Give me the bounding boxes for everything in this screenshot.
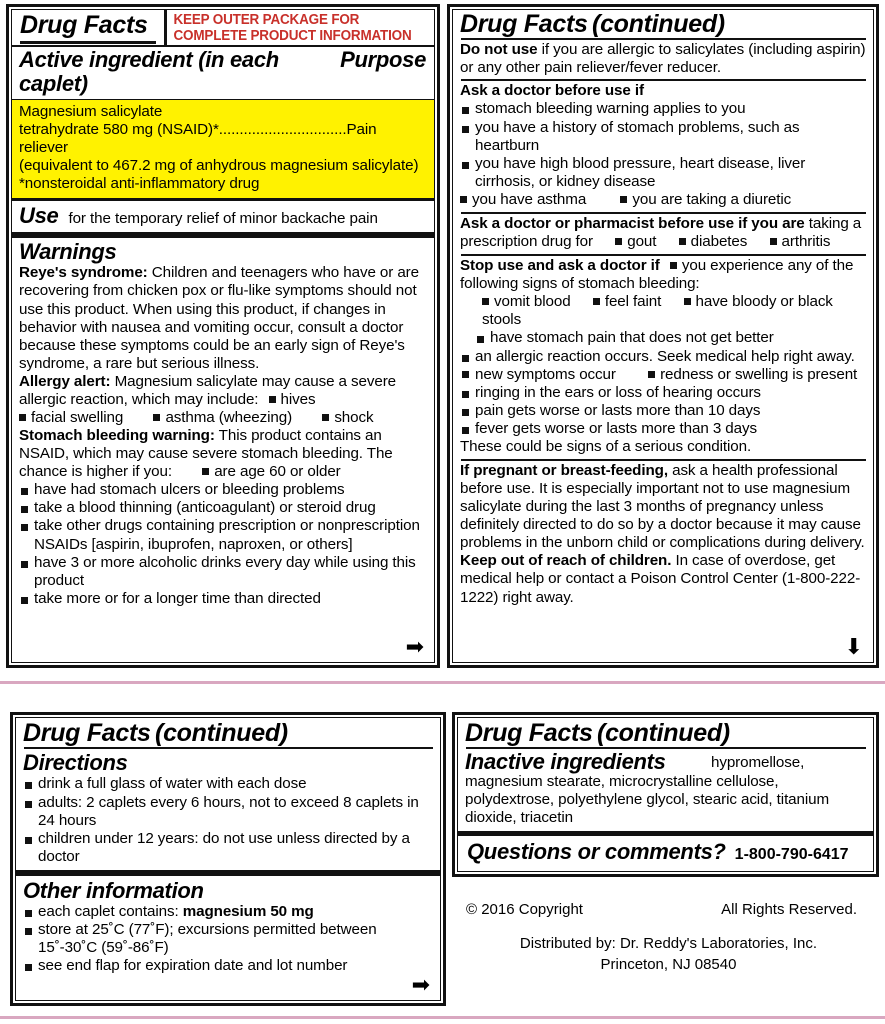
allergy-text: Magnesium salicylate may cause a severe allergic reaction, which may include:	[19, 372, 396, 408]
list-item: store at 25˚C (77˚F); excursions permitted between 15˚-30˚C (59˚-86˚F)	[23, 921, 434, 957]
bullet-square-icon	[593, 298, 600, 305]
allergy-item-0: facial swelling	[31, 409, 124, 427]
questions-heading: Questions or comments?	[467, 838, 726, 864]
reye-syndrome-warning	[19, 264, 428, 372]
caplet-contains-prefix: each caplet contains:	[38, 903, 179, 921]
bullet-square-icon	[19, 414, 26, 421]
list-item: you have a history of stomach problems, such as heartburn	[460, 119, 867, 155]
bullet-square-icon	[202, 468, 209, 475]
ask-doctor-inline-b: you are taking a diuretic	[632, 190, 792, 208]
list-item: see end flap for expiration date and lot number	[23, 957, 434, 975]
bullet-square-icon	[615, 238, 622, 245]
list-item: take more or for a longer time than directed	[19, 590, 428, 608]
list-item: drink a full glass of water with each dose	[23, 775, 434, 793]
stomach-bleeding-warning	[19, 427, 428, 481]
warnings-section	[12, 238, 434, 662]
bullet-square-icon	[670, 262, 677, 269]
bullet-square-icon	[460, 196, 467, 203]
ask-doctor-heading-text: Ask a doctor before use if	[460, 82, 644, 100]
stop-use-list-b	[460, 384, 867, 438]
use-heading: Use	[19, 203, 59, 229]
reye-label: Reye's syndrome:	[19, 264, 148, 282]
continue-right-arrow-icon: ➡	[405, 635, 424, 660]
active-ingredient-footnote: *nonsteroidal anti-inflammatory drug	[19, 174, 260, 192]
pregnant-text: ask a health professional before use. It is especially important not to use magnesium salicylate during the last 3 months of pregnancy unless definitely directed to do so by a doctor because it may cause problems in the unborn child or complications during delivery.	[460, 461, 865, 552]
distributor-line-1: Distributed by: Dr. Reddy's Laboratories, Inc.	[519, 935, 818, 953]
directions-list	[23, 775, 434, 865]
allergy-symptom-row	[19, 409, 428, 427]
stop-use-sub-1: feel faint	[604, 293, 662, 311]
active-ingredient-line-3: (equivalent to 467.2 mg of anhydrous magnesium salicylate)	[19, 156, 419, 174]
stop-use-section	[453, 256, 873, 458]
questions-or-comments-section	[458, 836, 873, 871]
list-item: take a blood thinning (anticoagulant) or steroid drug	[19, 499, 428, 517]
rights-reserved-text: All Rights Reserved.	[721, 901, 857, 918]
active-ingredient-line-2: tetrahydrate 580 mg (NSAID)*...............................Pain reliever	[19, 120, 377, 156]
stomach-label: Stomach bleeding warning:	[19, 427, 215, 445]
bullet-square-icon	[153, 414, 160, 421]
continued-label: (continued)	[597, 719, 730, 747]
bottom-separator-line	[0, 1016, 885, 1019]
do-not-use-text: if you are allergic to salicylates (including aspirin) or any other pain reliever/fever reducer.	[460, 41, 866, 77]
bullet-square-icon	[679, 238, 686, 245]
allergy-item-1: asthma (wheezing)	[165, 409, 293, 427]
use-text: for the temporary relief of minor backache pain	[68, 210, 378, 228]
allergy-label: Allergy alert:	[19, 372, 111, 390]
active-ingredient-line-1: Magnesium salicylate	[19, 102, 163, 120]
list-item: have stomach pain that does not get better	[460, 329, 867, 347]
copyright-line	[452, 900, 879, 920]
drug-facts-header	[12, 10, 434, 47]
use-section	[12, 201, 434, 232]
copyright-distributor-block	[452, 900, 879, 975]
bullet-square-icon	[648, 371, 655, 378]
drug-facts-continued-header-br	[458, 718, 873, 747]
continue-down-arrow-icon: ⬇	[844, 635, 863, 660]
stop-use-list-a	[460, 348, 867, 366]
ask-pharmacist-item-1: diabetes	[690, 233, 748, 251]
list-item: have had stomach ulcers or bleeding problems	[19, 481, 428, 499]
ask-doctor-inline-row	[460, 191, 867, 209]
list-item: fever gets worse or lasts more than 3 days	[460, 420, 867, 438]
panel-inner-top-left	[11, 9, 435, 663]
list-item: adults: 2 caplets every 6 hours, not to exceed 8 caplets in 24 hours	[23, 794, 434, 830]
list-item	[23, 903, 434, 921]
continued-label: (continued)	[592, 10, 725, 38]
stomach-item-inline: are age 60 or older	[214, 463, 341, 481]
stop-use-inline-b: redness or swelling is present	[660, 365, 858, 383]
active-ingredient-heading: Active ingredient (in each caplet)	[19, 47, 279, 97]
bullet-square-icon	[462, 371, 469, 378]
page-title: Drug Facts	[465, 719, 593, 747]
warnings-heading: Warnings	[19, 239, 117, 265]
active-ingredient-content	[12, 100, 434, 201]
pregnancy-and-keepout-section	[453, 461, 873, 662]
keep-out-of-reach-warning	[460, 552, 867, 606]
list-item: children under 12 years: do not use unless directed by a doctor	[23, 830, 434, 866]
stop-use-sub-2: have bloody or black stools	[482, 293, 833, 329]
keep-out-text: In case of overdose, get medical help or contact a Poison Control Center (1-800-222-1222) right away.	[460, 552, 861, 606]
stomach-text: This product contains an NSAID, which may cause severe stomach bleeding. The chance is higher if you:	[19, 427, 393, 481]
bullet-square-icon	[684, 298, 691, 305]
stop-use-label: Stop use and ask a doctor if	[460, 257, 660, 275]
ask-pharmacist-item-0: gout	[627, 233, 657, 251]
active-ingredient-header	[12, 47, 434, 99]
other-information-list	[23, 903, 434, 975]
pregnancy-warning	[460, 462, 867, 552]
do-not-use-section	[453, 40, 873, 79]
list-item: you have high blood pressure, heart disease, liver cirrhosis, or kidney disease	[460, 155, 867, 191]
drug-facts-panel-bottom-left	[10, 712, 446, 1006]
bullet-square-icon	[620, 196, 627, 203]
directions-section	[16, 749, 440, 870]
stop-use-sub-inline-row	[460, 293, 867, 329]
list-item: pain gets worse or lasts more than 10 days	[460, 402, 867, 420]
ask-pharmacist-text-block	[460, 215, 867, 251]
panel-inner-bottom-left	[15, 717, 441, 1001]
list-item: stomach bleeding warning applies to you	[460, 100, 867, 118]
allergy-item-2: shock	[334, 409, 374, 427]
page-title: Drug Facts	[460, 10, 588, 38]
stop-use-lead: you experience any of the following signs of stomach bleeding:	[460, 257, 854, 293]
ask-pharmacist-section	[453, 214, 873, 253]
list-item: have 3 or more alcoholic drinks every day while using this product	[19, 554, 428, 590]
stomach-risk-list	[19, 481, 428, 608]
stop-use-sub-list	[460, 329, 867, 347]
inactive-ingredients-heading: Inactive ingredients	[465, 749, 666, 775]
distributor-line-2: Princeton, NJ 08540	[600, 955, 737, 973]
list-item: take other drugs containing prescription or nonprescription NSAIDs [aspirin, ibuprofen, naproxen, or others]	[19, 517, 428, 553]
stop-use-lead-block	[460, 257, 867, 293]
ask-pharmacist-text: taking a prescription drug for	[460, 214, 862, 251]
pregnant-label: If pregnant or breast-feeding,	[460, 461, 668, 479]
drug-facts-panel-bottom-right	[452, 712, 879, 877]
drug-facts-continued-header-bl	[16, 718, 440, 747]
ask-doctor-heading	[460, 82, 867, 100]
list-item: an allergic reaction occurs. Seek medical help right away.	[460, 348, 867, 366]
inactive-ingredients-text: hypromellose, magnesium stearate, microcrystalline cellulose, polydextrose, polyethylene glycol, stearic acid, titanium dioxide, triacetin	[465, 754, 830, 826]
do-not-use-label: Do not use	[460, 41, 538, 59]
stop-use-sub-0: vomit blood	[494, 293, 571, 311]
purpose-heading: Purpose	[340, 47, 426, 73]
page-title: Drug Facts	[20, 12, 156, 44]
drug-facts-title-cell	[12, 10, 167, 45]
keep-outer-line-2: COMPLETE PRODUCT INFORMATION	[173, 28, 412, 45]
other-information-heading: Other information	[23, 877, 204, 903]
keep-outer-line-1: KEEP OUTER PACKAGE FOR	[173, 12, 359, 28]
ask-doctor-inline-a: you have asthma	[472, 190, 587, 208]
allergy-item-inline: hives	[280, 390, 316, 408]
bullet-square-icon	[322, 414, 329, 421]
stop-use-closing: These could be signs of a serious condition.	[460, 437, 752, 455]
bullet-square-icon	[269, 396, 276, 403]
continue-right-arrow-icon: ➡	[411, 973, 430, 998]
drug-facts-continued-header-tr	[453, 10, 873, 38]
questions-phone-number[interactable]: 1-800-790-6417	[734, 845, 849, 863]
caplet-contains-value: magnesium 50 mg	[182, 903, 314, 921]
stop-use-inline-row	[460, 366, 867, 384]
ask-pharmacist-item-2: arthritis	[781, 233, 831, 251]
allergy-alert-warning	[19, 373, 428, 409]
list-item: ringing in the ears or loss of hearing occurs	[460, 384, 867, 402]
reye-text: Children and teenagers who have or are recovering from chicken pox or flu-like symptoms should not use this product. When using this product, if changes in behavior with nausea and vomiting occur, consult a doctor because these symptoms could be an early sign of Reye's syndrome, a rare but serious illness.	[19, 264, 419, 372]
ask-doctor-section	[453, 81, 873, 211]
do-not-use-text-block	[460, 41, 867, 77]
drug-facts-panel-top-left	[6, 4, 440, 668]
bullet-square-icon	[482, 298, 489, 305]
ask-pharmacist-label: Ask a doctor or pharmacist before use if you are	[460, 214, 805, 232]
keep-outer-package-notice	[167, 10, 416, 45]
continued-label: (continued)	[155, 719, 288, 747]
directions-heading: Directions	[23, 750, 128, 776]
other-information-section	[16, 876, 440, 1000]
panel-inner-top-right	[452, 9, 874, 663]
bullet-square-icon	[770, 238, 777, 245]
drug-facts-panel-top-right	[447, 4, 879, 668]
inactive-ingredients-section	[458, 749, 873, 831]
panel-separator-line	[0, 681, 885, 684]
copyright-text: © 2016 Copyright	[466, 901, 583, 918]
ask-doctor-list	[460, 100, 867, 190]
keep-out-label: Keep out of reach of children.	[460, 552, 672, 570]
panel-inner-bottom-right	[457, 717, 874, 872]
page-title: Drug Facts	[23, 719, 151, 747]
stop-use-inline-a: new symptoms occur	[475, 365, 616, 383]
